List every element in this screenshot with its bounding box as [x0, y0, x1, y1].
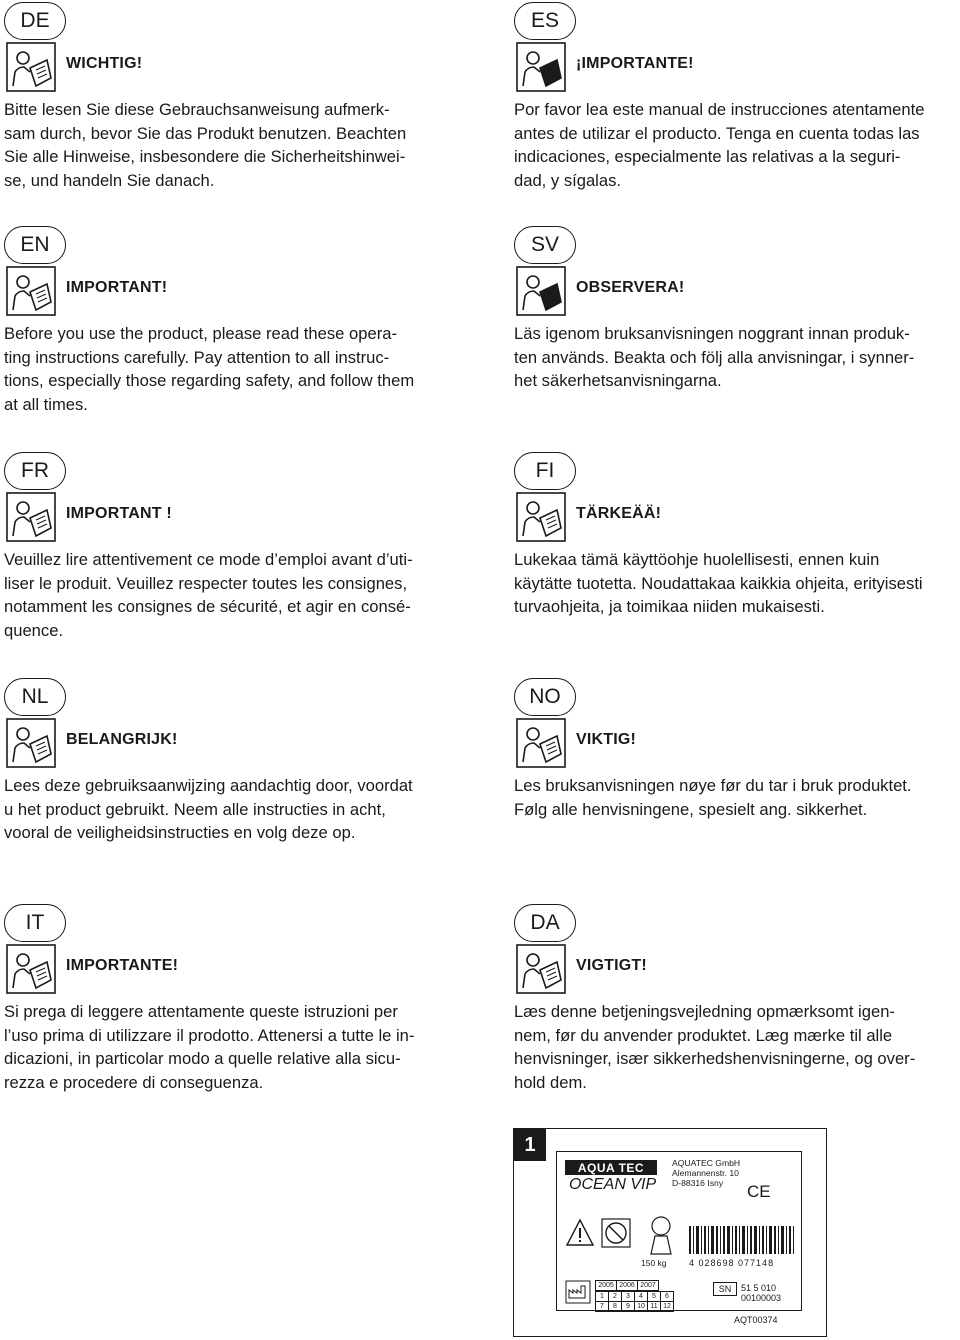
section-heading: VIKTIG! — [576, 731, 637, 748]
barcode-number: 4 028698 077148 — [689, 1258, 775, 1268]
max-weight: 150 kg — [641, 1258, 667, 1268]
month-cell: 2 — [609, 1292, 622, 1302]
month-cell: 4 — [635, 1292, 648, 1302]
section-body: Si prega di leggere attentamente queste istruzioni per l’uso prima di utilizzare il prodotto. Attenersi a tutte le in- dicazioni, in particolar modo a quelle relative alla sicu- rezza e procedere di conseguenza. — [4, 1002, 415, 1092]
section-heading: IMPORTANTE! — [66, 957, 179, 974]
read-manual-icon — [516, 944, 566, 994]
read-manual-icon — [6, 42, 56, 92]
language-badge: DA — [514, 904, 576, 942]
section-heading: IMPORTANT! — [66, 279, 168, 296]
section-heading: TÄRKEÄÄ! — [576, 505, 662, 522]
month-cell: 10 — [635, 1302, 648, 1312]
document-code: AQT00374 — [734, 1315, 778, 1325]
brand-logo: AQUA TEC — [565, 1160, 657, 1175]
month-cell: 11 — [648, 1302, 661, 1312]
month-cell: 6 — [661, 1292, 674, 1302]
month-cell: 8 — [609, 1302, 622, 1312]
read-manual-icon — [6, 944, 56, 994]
read-manual-icon — [6, 718, 56, 768]
section-body: Bitte lesen Sie diese Gebrauchsanweisung aufmerk- sam durch, bevor Sie das Produkt benutzen. Beachten Sie alle Hinweise, insbesondere die Sicherheitshinwei- se, und handeln Sie danach. — [4, 100, 407, 190]
section-body: Les bruksanvisningen nøye før du tar i bruk produktet. Følg alle henvisningene, spesielt ang. sikkerhet. — [514, 776, 912, 819]
serial-number-label: SN — [713, 1282, 737, 1296]
figure-number: 1 — [514, 1129, 546, 1161]
month-cell: 12 — [661, 1302, 674, 1312]
language-badge: FR — [4, 452, 66, 490]
production-date-grid — [595, 1280, 659, 1291]
ce-mark: CE — [747, 1182, 771, 1201]
section-body: Lees deze gebruiksaanwijzing aandachtig door, voordat u het product gebruikt. Neem alle instructies in acht, vooral de veiligheidsinstructies en volg deze op. — [4, 776, 413, 843]
section-heading: BELANGRIJK! — [66, 731, 178, 748]
month-cell: 7 — [596, 1302, 609, 1312]
section-body: Veuillez lire attentivement ce mode d’emploi avant d’uti- liser le produit. Veuillez respecter toutes les consignes, notamment les consignes de sécurité, et agir en consé- quence. — [4, 550, 413, 640]
manufacturer-factory-icon — [565, 1280, 591, 1304]
section-heading: ¡IMPORTANTE! — [576, 55, 694, 72]
section-heading: WICHTIG! — [66, 55, 143, 72]
section-body: Before you use the product, please read these opera- ting instructions carefully. Pay attention to all instruc- tions, especially those regarding safety, and follow them at all times. — [4, 324, 415, 414]
production-month-grid — [595, 1291, 674, 1312]
serial-number-value: 51 5 010 00100003 — [741, 1283, 782, 1303]
year-cell: 2005 — [596, 1281, 617, 1291]
warning-triangle-icon — [565, 1218, 595, 1248]
read-manual-icon — [516, 718, 566, 768]
section-heading: OBSERVERA! — [576, 279, 685, 296]
section-body: Læs denne betjeningsvejledning opmærksomt igen- nem, før du anvender produktet. Læg mærke til alle henvisninger, især sikkerhedshenvisningerne, og over- hold dem. — [514, 1002, 916, 1092]
section-body: Lukekaa tämä käyttöohje huolellisesti, ennen kuin käytätte tuotetta. Noudattakaa kaikkia ohjeita, erityisesti turvaohjeita, ja toimikaa niiden mukaisesti. — [514, 550, 923, 617]
language-badge: FI — [514, 452, 576, 490]
month-cell: 9 — [622, 1302, 635, 1312]
product-label-figure — [513, 1128, 827, 1337]
month-cell: 1 — [596, 1292, 609, 1302]
barcode-icon — [687, 1226, 795, 1254]
no-sitting-icon — [601, 1218, 631, 1248]
read-manual-icon — [516, 266, 566, 316]
section-heading: VIGTIGT! — [576, 957, 647, 974]
manufacturer-address: AQUATEC GmbH Alemannenstr. 10 D-88316 Isny — [672, 1158, 741, 1189]
read-manual-icon — [6, 492, 56, 542]
language-badge: ES — [514, 2, 576, 40]
year-cell: 2007 — [638, 1281, 659, 1291]
read-manual-icon — [516, 492, 566, 542]
read-manual-icon — [516, 42, 566, 92]
language-badge: IT — [4, 904, 66, 942]
section-heading: IMPORTANT ! — [66, 505, 172, 522]
section-body: Por favor lea este manual de instrucciones atentamente antes de utilizar el producto. Tenga en cuenta todas las indicaciones, especialmente las relativas a la seguri- dad, y sígalas. — [514, 100, 925, 190]
language-badge: NL — [4, 678, 66, 716]
language-badge: EN — [4, 226, 66, 264]
month-cell: 3 — [622, 1292, 635, 1302]
year-cell: 2006 — [617, 1281, 638, 1291]
weight-icon — [643, 1214, 679, 1258]
language-badge: NO — [514, 678, 576, 716]
type-plate — [556, 1151, 802, 1311]
model-name: OCEAN VIP — [569, 1176, 657, 1193]
read-manual-icon — [6, 266, 56, 316]
language-badge: SV — [514, 226, 576, 264]
section-body: Läs igenom bruksanvisningen noggrant innan produk- ten används. Beakta och följ alla anvisningar, i synner- het säkerhetsanvisningarna. — [514, 324, 915, 391]
month-cell: 5 — [648, 1292, 661, 1302]
language-badge: DE — [4, 2, 66, 40]
